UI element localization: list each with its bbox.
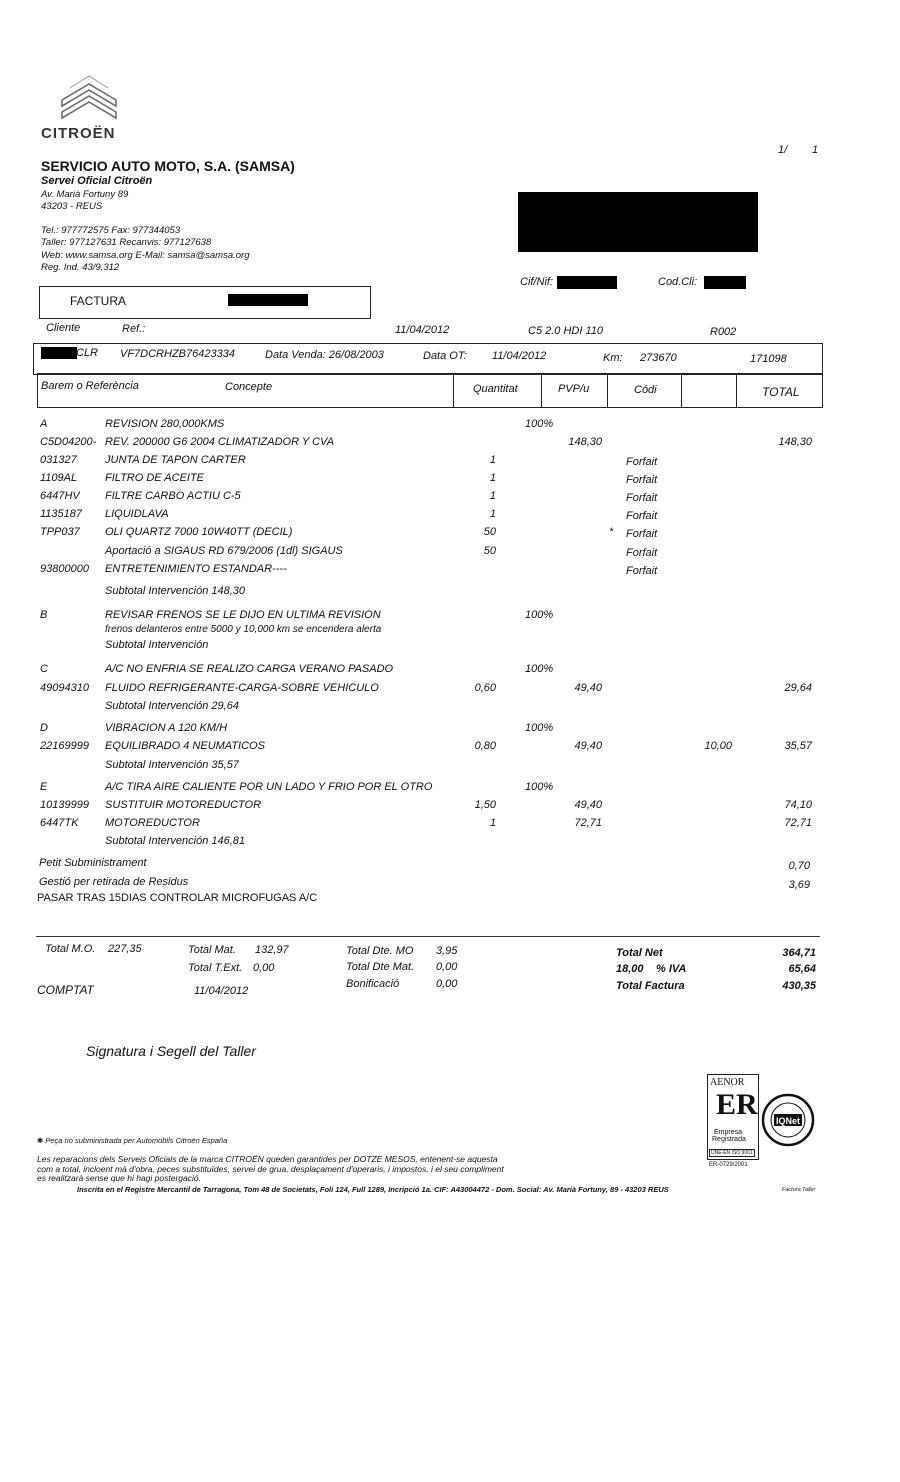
aenor-empresa: Empresa — [714, 1129, 743, 1136]
line-ref: TPP037 — [40, 526, 80, 538]
line-concept: SUSTITUIR MOTOREDUCTOR — [105, 799, 262, 811]
aenor-une: UNE-EN ISO 9001 — [711, 1150, 753, 1156]
footer-warranty-2: com a total, incloent mà d'obra, peces substituïdes, servei de grua, desplaçament d'operaris, i impostos, i el seu compliment — [37, 1164, 504, 1174]
line-concept: OLI QUARTZ 7000 10W40TT (DECIL) — [105, 526, 293, 538]
line-concept: FLUIDO REFRIGERANTE-CARGA-SOBRE VEHICULO — [105, 682, 379, 694]
dte-mat: 0,00 — [436, 961, 458, 973]
comptat-date: 11/04/2012 — [194, 985, 249, 997]
line-qty: 1 — [489, 490, 496, 502]
col-divider-codi2 — [681, 374, 682, 407]
line-concept: REV. 200000 G6 2004 CLIMATIZADOR Y CVA — [105, 436, 335, 448]
company-address: Av. Marià Fortuny 89 — [41, 189, 129, 200]
total-text-label: Total T.Ext. — [188, 962, 243, 974]
dte-mo-label: Total Dte. MO — [346, 945, 414, 957]
line-ref: 6447HV — [40, 490, 80, 502]
line-ref: 93800000 — [40, 563, 89, 575]
bonif: 0,00 — [436, 978, 458, 990]
company-service: Servei Oficial Citroën — [41, 175, 153, 187]
total-mat-label: Total Mat. — [188, 944, 236, 956]
iva-pct: 18,00 — [616, 963, 644, 975]
line-concept: Subtotal Intervención 29,64 — [105, 700, 239, 712]
line-concept: Subtotal Intervención 148,30 — [105, 585, 246, 597]
citroen-chevrons-logo — [58, 70, 120, 120]
line-concept: FILTRO DE ACEITE — [105, 472, 205, 484]
line-star: * — [609, 526, 614, 538]
line-pct: 100% — [525, 609, 554, 621]
company-city: 43203 - REUS — [41, 201, 103, 212]
line-concept: Subtotal Intervención 35,57 — [105, 759, 239, 771]
extra-value: 3,69 — [788, 879, 810, 891]
company-web: Web: www.samsa.org E-Mail: samsa@samsa.org — [41, 250, 250, 261]
line-qty: 50 — [483, 526, 496, 538]
line-discount: 10,00 — [704, 740, 732, 752]
vehicle-clr: CLR — [76, 347, 99, 359]
vehicle-code: R002 — [710, 326, 737, 338]
line-pvp: 49,40 — [574, 740, 602, 752]
line-qty: 50 — [483, 545, 496, 557]
dte-mo: 3,95 — [436, 945, 458, 957]
iqnet-label: IQNet — [776, 1116, 801, 1126]
col-concept: Concepte — [225, 381, 273, 393]
note: PASAR TRAS 15DIAS CONTROLAR MICROFUGAS A/C — [37, 892, 318, 904]
line-ref: 1135187 — [40, 508, 83, 520]
line-ref: 49094310 — [40, 682, 89, 694]
line-codi: Forfait — [626, 492, 658, 504]
aenor-er-number: ER-0729/2001 — [709, 1162, 748, 1168]
line-pvp: 49,40 — [574, 799, 602, 811]
data-ot: 11/04/2012 — [492, 350, 547, 362]
data-ot-label: Data OT: — [423, 350, 467, 362]
total-net-label: Total Net — [616, 947, 663, 959]
factura-label: FACTURA — [70, 294, 127, 308]
line-concept: Subtotal Intervención 146,81 — [105, 835, 246, 847]
line-concept: JUNTA DE TAPON CARTER — [105, 454, 246, 466]
total-net: 364,71 — [782, 947, 816, 959]
iva-value: 65,64 — [788, 963, 816, 975]
line-concept: EQUILIBRADO 4 NEUMATICOS — [105, 740, 265, 752]
line-codi: Forfait — [626, 510, 658, 522]
company-taller: Taller: 977127631 Recanvis: 977127638 — [41, 237, 212, 248]
redacted-client-address — [518, 192, 758, 252]
vehicle-number: 171098 — [750, 353, 787, 365]
col-codi: Códi — [634, 384, 657, 396]
total-mo: 227,35 — [108, 943, 142, 955]
total-text: 0,00 — [253, 962, 275, 974]
line-ref: 1109AL — [40, 472, 78, 484]
col-total: TOTAL — [762, 385, 800, 399]
codcli-label: Cod.Cli: — [658, 276, 698, 288]
line-codi: Forfait — [626, 474, 658, 486]
line-total: 148,30 — [778, 436, 812, 448]
line-total: 74,10 — [784, 799, 812, 811]
data-venda: Data Venda: 26/08/2003 — [265, 349, 384, 361]
line-pvp: 49,40 — [574, 682, 602, 694]
line-concept: FILTRE CARBO ACTIU C-5 — [105, 490, 241, 502]
bonif-label: Bonificació — [346, 978, 400, 990]
line-concept: A/C NO ENFRIA SE REALIZO CARGA VERANO PASADO — [105, 663, 394, 675]
footer-warranty-3: es realitzarà sense que hi hagi postergació. — [37, 1173, 201, 1183]
line-concept: Aportació a SIGAUS RD 679/2006 (1dl) SIGAUS — [105, 545, 343, 557]
comptat-label: COMPTAT — [37, 983, 94, 997]
line-qty: 0,80 — [474, 740, 496, 752]
line-pct: 100% — [525, 722, 554, 734]
redacted-plate — [41, 347, 77, 359]
cif-label: Cif/Nif: — [520, 276, 553, 288]
footer-form-name: Factura Taller — [782, 1187, 816, 1193]
total-factura-label: Total Factura — [616, 980, 685, 992]
company-tel: Tel.: 977772575 Fax: 977344053 — [41, 225, 181, 236]
col-ref: Barem o Referència — [41, 380, 139, 392]
line-ref: 10139999 — [40, 799, 89, 811]
redacted-invoice-number — [228, 294, 308, 306]
invoice-date: 11/04/2012 — [395, 324, 450, 336]
col-divider-pvp — [541, 374, 542, 407]
aenor-registrada: Registrada — [712, 1136, 746, 1143]
line-ref: E — [40, 781, 48, 793]
line-qty: 1 — [489, 508, 496, 520]
extra-value: 0,70 — [788, 860, 810, 872]
vehicle-model: C5 2.0 HDI 110 — [528, 325, 604, 337]
col-divider-total — [736, 374, 737, 407]
line-concept: VIBRACION A 120 KM/H — [105, 722, 228, 734]
page-total: 1 — [812, 144, 819, 156]
line-pvp: 72,71 — [574, 817, 602, 829]
line-ref: A — [40, 418, 48, 430]
line-total: 29,64 — [784, 682, 812, 694]
redacted-codcli — [704, 276, 746, 289]
line-ref: B — [40, 609, 48, 621]
ref-label: Ref.: — [122, 323, 146, 335]
col-pvp: PVP/u — [558, 383, 590, 395]
line-pct: 100% — [525, 663, 554, 675]
line-codi: Forfait — [626, 456, 658, 468]
total-mat: 132,97 — [255, 944, 289, 956]
extra-label: Petit Subministrament — [39, 857, 147, 869]
line-qty: 1 — [489, 454, 496, 466]
line-qty: 0,60 — [474, 682, 496, 694]
line-concept: MOTOREDUCTOR — [105, 817, 200, 829]
aenor-title: AENOR — [710, 1077, 745, 1088]
line-concept: A/C TIRA AIRE CALIENTE POR UN LADO Y FRIO POR EL OTRO — [105, 781, 433, 793]
footer-star-note: ✱ Peça no subministrada per Automobils Citroën España — [37, 1136, 228, 1145]
col-divider-codi — [607, 374, 608, 407]
line-concept: Subtotal Intervención — [105, 639, 209, 651]
signature-label: Signatura i Segell del Taller — [86, 1043, 256, 1059]
line-codi: Forfait — [626, 565, 658, 577]
iva-label: % IVA — [656, 963, 687, 975]
col-divider-qty — [453, 374, 454, 407]
line-qty: 1,50 — [474, 799, 496, 811]
col-qty: Quantitat — [473, 383, 518, 395]
page-number: 1/ — [778, 144, 788, 156]
line-ref: C — [40, 663, 48, 675]
line-concept: ENTRETENIMIENTO ESTANDAR---- — [105, 563, 287, 575]
er-mark: ER — [716, 1088, 758, 1121]
km-label: Km: — [603, 352, 623, 364]
line-pvp: 148,30 — [568, 436, 602, 448]
line-pct: 100% — [525, 781, 554, 793]
line-concept: frenos delanteros entre 5000 y 10,000 km se encendera alerta — [105, 624, 382, 635]
km-value: 273670 — [640, 352, 677, 364]
line-ref: D — [40, 722, 48, 734]
vehicle-vin: VF7DCRHZB76423334 — [120, 348, 235, 360]
column-header-box — [37, 373, 823, 408]
brand-name: CITROËN — [41, 125, 116, 142]
extra-label: Gestió per retirada de Residus — [39, 876, 189, 888]
redacted-cif — [557, 276, 617, 289]
company-reg: Reg. Ind. 43/9.312 — [41, 262, 120, 273]
total-factura: 430,35 — [782, 980, 816, 992]
line-total: 72,71 — [784, 817, 812, 829]
cliente-label: Cliente — [46, 322, 81, 334]
totals-divider — [36, 936, 820, 937]
line-concept: REVISAR FRENOS SE LE DIJO EN ULTIMA REVISION — [105, 609, 381, 621]
aenor-badge — [707, 1074, 759, 1160]
line-total: 35,57 — [784, 740, 812, 752]
total-mo-label: Total M.O. — [45, 943, 96, 955]
line-qty: 1 — [489, 472, 496, 484]
footer-registry: Inscrita en el Registre Mercantil de Tarragona, Tom 48 de Societats, Foli 124, Full 1289, Incripció 1a. CIF: A43004472 - Dom. Social: Av. Marià Fortuny, 89 - 43203 REUS — [77, 1185, 669, 1194]
line-ref: 031327 — [40, 454, 77, 466]
dte-mat-label: Total Dte Mat. — [346, 961, 415, 973]
line-qty: 1 — [489, 817, 496, 829]
footer-warranty-1: Les reparacions dels Serveis Oficials de la marca CITROËN queden garantides per DOTZE MESOS, entenent-se aquesta — [37, 1154, 498, 1164]
company-name: SERVICIO AUTO MOTO, S.A. (SAMSA) — [41, 158, 295, 174]
line-concept: REVISION 280,000KMS — [105, 418, 225, 430]
line-concept: LIQUIDLAVA — [105, 508, 169, 520]
line-ref: C5D04200- — [40, 436, 97, 448]
line-codi: Forfait — [626, 547, 658, 559]
line-ref: 22169999 — [40, 740, 89, 752]
line-ref: 6447TK — [40, 817, 79, 829]
line-codi: Forfait — [626, 528, 658, 540]
line-pct: 100% — [525, 418, 554, 430]
